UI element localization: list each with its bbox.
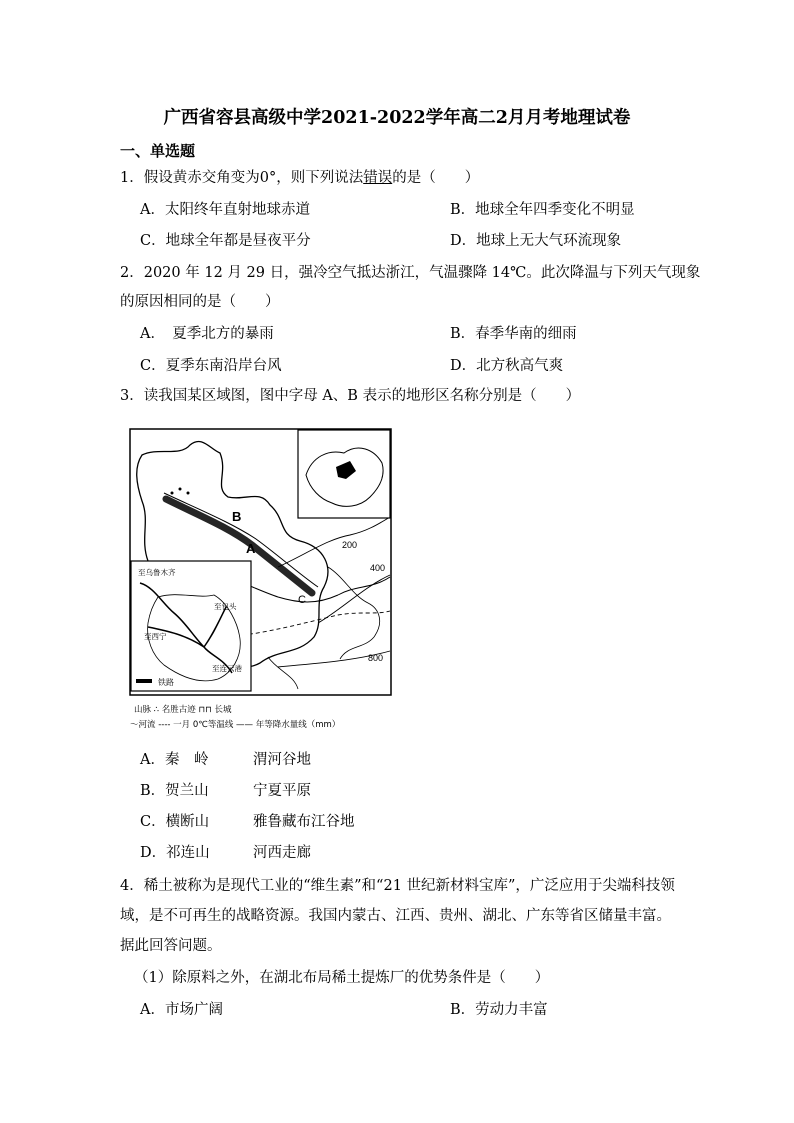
question-4-stem-line2: 域，是不可再生的战略资源。我国内蒙古、江西、贵州、湖北、广东等省区储量丰富。 — [120, 908, 671, 924]
heritage-dot — [171, 492, 174, 495]
map-letter-b: B — [232, 509, 242, 524]
q2-option-b: B．春季华南的细雨 — [450, 326, 577, 342]
question-3-stem: 3．读我国某区域图，图中字母 A、B 表示的地形区名称分别是（ ） — [120, 388, 581, 404]
region-map-figure — [128, 427, 394, 733]
q1-option-d: D．地球上无大气环流现象 — [450, 233, 622, 249]
q1-option-b: B．地球全年四季变化不明显 — [450, 202, 635, 218]
map-legend-line1: 山脉 ∴ 名胜古迹 ⊓⊓ 长城 — [134, 705, 232, 715]
question-1-stem — [120, 166, 479, 187]
q3-option-d-answer: 河西走廊 — [253, 845, 311, 861]
page-title: 广西省容县高级中学2021-2022学年高二2月月考地理试卷 — [163, 108, 631, 128]
q3-option-a-answer: 渭河谷地 — [253, 752, 311, 768]
q3-option-d-letter: D．祁连山 — [140, 845, 210, 861]
isoline-label-800: 800 — [368, 653, 384, 663]
q4-option-b: B．劳动力丰富 — [450, 1002, 548, 1018]
region-map — [128, 427, 394, 733]
inset-label-urumqi: 至乌鲁木齐 — [138, 568, 176, 577]
q3-option-a-letter: A．秦 岭 — [140, 752, 209, 768]
q1-option-c: C．地球全年都是昼夜平分 — [140, 233, 311, 249]
question-2-stem-line1: 2．2020 年 12 月 29 日，强冷空气抵达浙江，气温骤降 14℃。此次降温与下列天气现象 — [120, 265, 701, 281]
inset-label-baotou: 至包头 — [214, 602, 237, 611]
q3-option-c-answer: 雅鲁藏布江谷地 — [253, 814, 355, 830]
q1-stem-after: 的是（ ） — [392, 170, 480, 186]
q2-option-c: C．夏季东南沿岸台风 — [140, 358, 282, 374]
q1-stem-emphasis: 错误 — [363, 170, 393, 186]
map-letter-c: C — [298, 594, 306, 606]
inset-legend-railway-symbol — [136, 679, 152, 683]
isoline-label-400: 400 — [370, 563, 386, 573]
q3-option-b-letter: B．贺兰山 — [140, 783, 209, 799]
inset-label-xining: 至西宁 — [144, 632, 167, 641]
q2-option-d: D．北方秋高气爽 — [450, 358, 564, 374]
map-letter-a: A — [246, 541, 256, 556]
question-4-sub1: （1）除原料之外，在湖北布局稀土提炼厂的优势条件是（ ） — [134, 970, 550, 986]
q3-option-c-letter: C．横断山 — [140, 814, 210, 830]
q1-stem-before: 1．假设黄赤交角变为0°，则下列说法 — [120, 170, 364, 186]
question-4-stem-line1: 4．稀土被称为是现代工业的“维生素”和“21 世纪新材料宝库”，广泛应用于尖端科技领 — [120, 878, 675, 894]
heritage-dot — [187, 492, 190, 495]
q4-option-a: A．市场广阔 — [140, 1002, 223, 1018]
q3-option-b-answer: 宁夏平原 — [253, 783, 311, 799]
q1-option-a: A．太阳终年直射地球赤道 — [140, 202, 310, 218]
heritage-dot — [179, 488, 182, 491]
q2-option-a: A． 夏季北方的暴雨 — [140, 326, 274, 342]
inset-legend-railway: 铁路 — [158, 678, 174, 687]
isoline-label-200: 200 — [342, 540, 358, 550]
question-4-stem-line3: 据此回答问题。 — [120, 938, 222, 954]
question-2-stem-line2: 的原因相同的是（ ） — [120, 294, 280, 310]
map-legend-line2: 〜河流 ---- 一月 0℃等温线 —— 年等降水量线（mm） — [130, 720, 341, 730]
inset-label-lianyungang: 至连云港 — [212, 664, 242, 673]
section-heading: 一、单选题 — [120, 142, 196, 160]
